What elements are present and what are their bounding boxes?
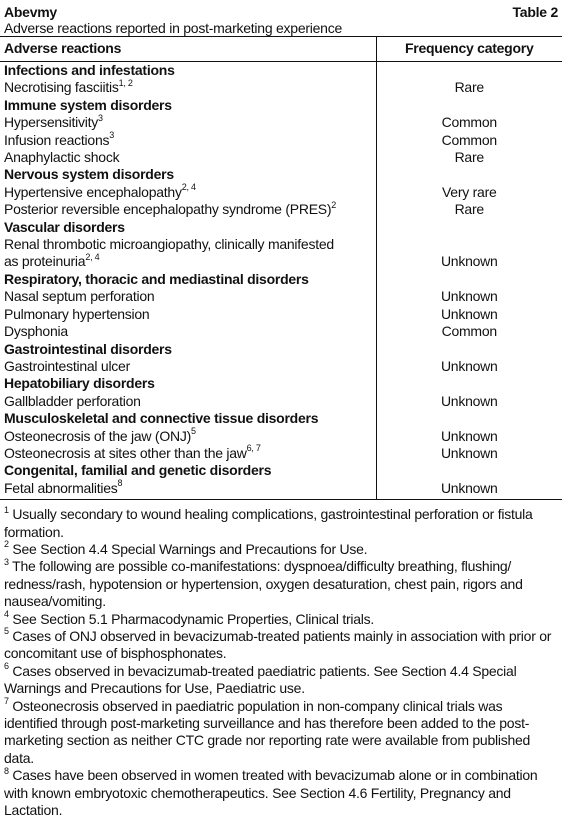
category-label <box>0 62 376 80</box>
footnote-ref: 3 <box>109 129 114 140</box>
reaction-text: Congenital, familial and genetic disorders <box>4 462 272 479</box>
reaction-text: Gastrointestinal disorders <box>4 340 172 357</box>
frequency-category: Rare <box>376 149 562 166</box>
table-row <box>0 445 562 462</box>
category-label <box>0 375 376 392</box>
footnote-text: Osteonecrosis observed in paediatric population in non-company clinical trials was identified through post-marketing surveillance and has therefore been added to the post-marketing section as neither CTC grade nor reporting rate were available from published data. <box>4 697 531 766</box>
footnote <box>4 663 558 698</box>
reaction-text: Posterior reversible encephalopathy syndrome (PRES) <box>4 201 332 218</box>
column-header-reactions: Adverse reactions <box>0 37 376 62</box>
table-header <box>0 0 562 36</box>
reaction-text: Hypertensive encephalopathy <box>4 183 182 200</box>
table-row <box>0 184 562 201</box>
reaction-text: Osteonecrosis of the jaw (ONJ) <box>4 427 192 444</box>
table-row <box>0 358 562 375</box>
reaction-text: Renal thrombotic microangiopathy, clinically manifested <box>4 236 334 253</box>
frequency-category <box>376 219 562 236</box>
reaction-name <box>0 288 376 305</box>
footnote-text: Usually secondary to wound healing complications, gastrointestinal perforation or fistula formation. <box>4 506 533 540</box>
footnotes <box>0 500 562 819</box>
frequency-category: Common <box>376 323 562 340</box>
reaction-text: Nasal septum perforation <box>4 288 155 305</box>
reaction-name <box>0 236 376 271</box>
footnote-number: 4 <box>4 608 9 619</box>
footnote-number: 2 <box>4 539 9 550</box>
reaction-text: Infusion reactions <box>4 131 110 148</box>
category-row <box>0 462 562 479</box>
footnote-ref: 2, 4 <box>85 251 100 262</box>
reaction-text: Respiratory, thoracic and mediastinal disorders <box>4 270 309 287</box>
frequency-category <box>376 62 562 80</box>
table-row <box>0 201 562 218</box>
footnote-ref: 3 <box>98 112 103 123</box>
reaction-name <box>0 445 376 462</box>
frequency-category: Unknown <box>376 428 562 445</box>
reaction-text: Infections and infestations <box>4 62 175 78</box>
frequency-category: Unknown <box>376 236 562 271</box>
reaction-text-continued: as proteinuria <box>4 253 86 270</box>
table-row <box>0 428 562 445</box>
table-row <box>0 149 562 166</box>
reaction-name <box>0 306 376 323</box>
table-row <box>0 288 562 305</box>
frequency-category: Common <box>376 132 562 149</box>
reaction-name <box>0 201 376 218</box>
footnote <box>4 695 558 768</box>
footnote-text: Cases of ONJ observed in bevacizumab-treated patients mainly in association with prior or concomitant use of bisphosphonates. <box>4 628 552 662</box>
column-header-frequency: Frequency category <box>376 37 562 62</box>
document-title: Abevmy <box>4 4 57 20</box>
table-row <box>0 323 562 340</box>
frequency-category <box>376 97 562 114</box>
reaction-text: Anaphylactic shock <box>4 149 120 166</box>
reaction-text: Musculoskeletal and connective tissue disorders <box>4 410 319 427</box>
frequency-category <box>376 271 562 288</box>
reaction-text: Osteonecrosis at sites other than the jaw <box>4 444 247 461</box>
frequency-category: Rare <box>376 79 562 96</box>
category-row <box>0 219 562 236</box>
reaction-name <box>0 149 376 166</box>
table-row <box>0 114 562 131</box>
frequency-category: Unknown <box>376 445 562 462</box>
footnote-text: See Section 5.1 Pharmacodynamic Properties, Clinical trials. <box>12 610 375 627</box>
category-label <box>0 97 376 114</box>
table-row <box>0 393 562 410</box>
frequency-category: Unknown <box>376 358 562 375</box>
table-row <box>0 306 562 323</box>
reaction-text: Nervous system disorders <box>4 166 174 183</box>
reaction-text: Hypersensitivity <box>4 114 99 131</box>
table-body <box>0 62 562 500</box>
footnote-number: 1 <box>4 504 9 515</box>
category-row <box>0 341 562 358</box>
footnote <box>4 541 558 558</box>
frequency-category <box>376 341 562 358</box>
reaction-name <box>0 114 376 131</box>
footnote-number: 5 <box>4 626 9 637</box>
category-row <box>0 97 562 114</box>
footnote-ref: 1, 2 <box>118 77 133 88</box>
reaction-name <box>0 425 376 445</box>
frequency-category <box>376 166 562 183</box>
footnote-text: Cases observed in bevacizumab-treated paediatric patients. See Section 4.4 Special Warnings and Precautions for Use, Paediatric use. <box>4 662 517 697</box>
footnote <box>4 608 558 628</box>
frequency-category: Very rare <box>376 184 562 201</box>
category-row <box>0 271 562 288</box>
frequency-category <box>376 462 562 479</box>
reaction-name <box>0 480 376 500</box>
reaction-name <box>0 184 376 201</box>
footnote <box>4 558 558 610</box>
footnote-ref: 6, 7 <box>246 443 261 454</box>
category-row <box>0 166 562 183</box>
footnote-text: Cases have been observed in women treated with bevacizumab alone or in combination with known embryotoxic chemotherapeutics. See Section 4.6 Fertility, Pregnancy and Lactation. <box>4 767 538 819</box>
footnote-ref: 5 <box>191 425 196 436</box>
category-row <box>0 62 562 80</box>
footnote <box>4 767 558 819</box>
frequency-category: Common <box>376 114 562 131</box>
reaction-name <box>0 79 376 96</box>
footnote <box>4 506 558 541</box>
footnote-number: 3 <box>4 556 9 567</box>
footnote-number: 8 <box>4 765 9 776</box>
category-row <box>0 410 562 427</box>
frequency-category: Rare <box>376 201 562 218</box>
adverse-reactions-table <box>0 36 562 500</box>
reaction-name <box>0 323 376 340</box>
frequency-category: Unknown <box>376 393 562 410</box>
reaction-text: Pulmonary hypertension <box>4 305 150 322</box>
frequency-category <box>376 410 562 427</box>
table-label: Table 2 <box>512 4 558 20</box>
category-label <box>0 271 376 288</box>
reaction-text: Hepatobiliary disorders <box>4 375 155 392</box>
reaction-text: Fetal abnormalities <box>4 479 118 496</box>
category-row <box>0 375 562 392</box>
footnote-ref: 8 <box>117 478 123 489</box>
reaction-text: Vascular disorders <box>4 218 125 235</box>
table-row <box>0 79 562 96</box>
frequency-category: Unknown <box>376 288 562 305</box>
footnote-text: The following are possible co-manifestations: dyspnoea/difficulty breathing, flushing/ redness/rash, hypotension or hypertension, oxygen desaturation, chest pain, rigors and nausea/vomiting. <box>4 558 523 610</box>
table-subtitle: Adverse reactions reported in post-marketing experience <box>4 20 342 36</box>
reaction-name <box>0 358 376 375</box>
column-header-row <box>0 37 562 62</box>
category-label <box>0 462 376 479</box>
reaction-text: Gallbladder perforation <box>4 392 141 409</box>
reaction-text: Gastrointestinal ulcer <box>4 357 131 374</box>
category-label <box>0 219 376 236</box>
footnote <box>4 628 558 663</box>
table-row <box>0 480 562 500</box>
footnote-text: See Section 4.4 Special Warnings and Precautions for Use. <box>12 540 368 557</box>
category-label <box>0 341 376 358</box>
category-label <box>0 410 376 427</box>
reaction-text: Immune system disorders <box>4 96 172 113</box>
table-row <box>0 132 562 149</box>
frequency-category: Unknown <box>376 480 562 500</box>
frequency-category: Unknown <box>376 306 562 323</box>
footnote-ref: 2, 4 <box>181 182 196 193</box>
reaction-text: Necrotising fasciitis <box>4 79 119 96</box>
reaction-name <box>0 129 376 149</box>
frequency-category <box>376 375 562 392</box>
reaction-name <box>0 393 376 410</box>
footnote-number: 7 <box>4 695 9 706</box>
footnote-number: 6 <box>4 661 9 672</box>
table-row <box>0 236 562 271</box>
reaction-text: Dysphonia <box>4 323 68 340</box>
footnote-ref: 2 <box>331 199 337 210</box>
